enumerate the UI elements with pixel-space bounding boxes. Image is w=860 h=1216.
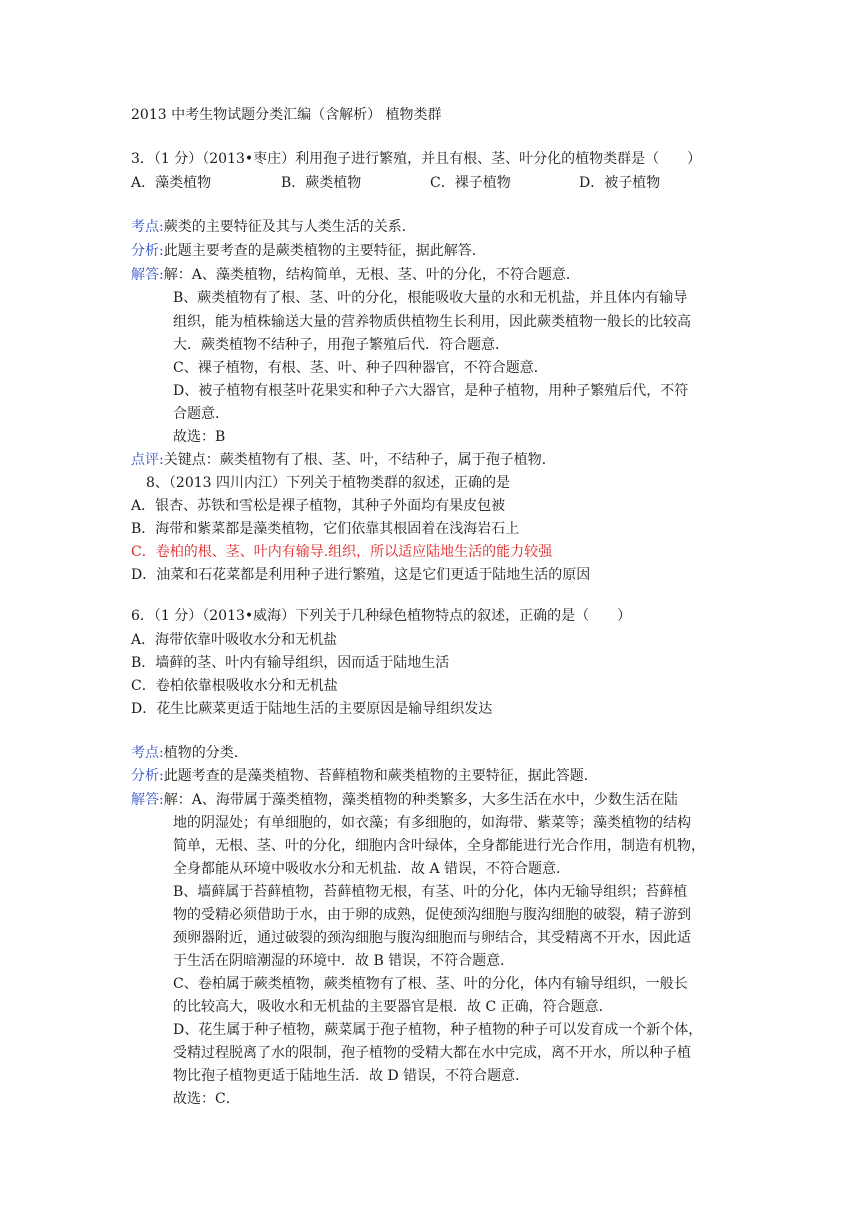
jieda-line: 地的阴湿处；有单细胞的，如衣藻；有多细胞的，如海带、紫菜等；藻类植物的结构 bbox=[173, 815, 691, 831]
q3-stem: 3．（1 分）（2013•枣庄）利用孢子进行繁殖，并且有根、茎、叶分化的植物类群是（ ） bbox=[131, 151, 702, 167]
q6-stem: 6．（1 分）（2013•威海）下列关于几种绿色植物特点的叙述，正确的是（ ） bbox=[131, 608, 632, 624]
kaodian-label: 考点: bbox=[131, 219, 164, 235]
jieda-line: 颈卵器附近，通过破裂的颈沟细胞与腹沟细胞而与卵结合，其受精离不开水，因此适 bbox=[173, 930, 691, 946]
kaodian-text: 植物的分类． bbox=[163, 745, 248, 761]
kaodian-label: 考点: bbox=[131, 745, 164, 761]
jieda-line: 解：A、海带属于藻类植物，藻类植物的种类繁多，大多生活在水中，少数生活在陆 bbox=[163, 792, 678, 808]
fenxi-text: 此题考查的是藻类植物、苔藓植物和蕨类植物的主要特征，据此答题． bbox=[163, 768, 598, 784]
document-title: 2013 中考生物试题分类汇编（含解析） 植物类群 bbox=[131, 107, 442, 123]
dianping-label: 点评: bbox=[131, 452, 164, 468]
jieda-line: 受精过程脱离了水的限制，孢子植物的受精大都在水中完成，离不开水，所以种子植 bbox=[173, 1045, 691, 1061]
q3-options bbox=[131, 174, 660, 192]
q6-kaodian bbox=[131, 744, 248, 762]
jieda-line: 于生活在阴暗潮湿的环境中．故 B 错误，不符合题意． bbox=[173, 953, 515, 969]
q3-fenxi bbox=[131, 242, 486, 260]
q8-option-d: D．油菜和石花菜都是利用种子进行繁殖，这是它们更适于陆地生活的原因 bbox=[131, 567, 591, 583]
fenxi-text: 此题主要考查的是蕨类植物的主要特征，据此解答． bbox=[163, 243, 486, 259]
q6-option-c: C．卷柏依靠根吸收水分和无机盐 bbox=[131, 678, 338, 694]
jieda-line: D、花生属于种子植物，蕨菜属于孢子植物，种子植物的种子可以发育成一个新个体， bbox=[173, 1022, 703, 1038]
q6-jieda bbox=[131, 791, 678, 809]
q8-option-a: A．银杏、苏铁和雪松是裸子植物，其种子外面均有果皮包被 bbox=[131, 498, 506, 514]
jieda-line: 大．蕨类植物不结种子，用孢子繁殖后代．符合题意． bbox=[173, 337, 509, 353]
q3-kaodian bbox=[131, 218, 416, 236]
q8-option-c-correct: C．卷柏的根、茎、叶内有输导.组织，所以适应陆地生活的能力较强 bbox=[131, 544, 553, 560]
q3-option-d: D．被子植物 bbox=[579, 175, 661, 191]
q6-option-b: B．墙藓的茎、叶内有输导组织，因而适于陆地生活 bbox=[131, 655, 450, 671]
jieda-label: 解答: bbox=[131, 792, 164, 808]
jieda-line: C、裸子植物，有根、茎、叶、种子四种器官，不符合题意． bbox=[173, 360, 548, 376]
q6-fenxi bbox=[131, 767, 598, 785]
kaodian-text: 蕨类的主要特征及其与人类生活的关系． bbox=[163, 219, 416, 235]
jieda-line: 解：A、藻类植物，结构简单，无根、茎、叶的分化，不符合题意． bbox=[163, 267, 580, 283]
q3-dianping bbox=[131, 451, 556, 469]
jieda-line: 物比孢子植物更适于陆地生活．故 D 错误，不符合题意． bbox=[173, 1068, 530, 1084]
q8-option-b: B．海带和紫菜都是藻类植物，它们依靠其根固着在浅海岩石上 bbox=[131, 521, 520, 537]
dianping-text: 关键点：蕨类植物有了根、茎、叶，不结种子，属于孢子植物． bbox=[163, 452, 556, 468]
jieda-line: 合题意． bbox=[173, 406, 229, 422]
jieda-line: B、蕨类植物有了根、茎、叶的分化，根能吸收大量的水和无机盐，并且体内有输导 bbox=[173, 290, 688, 306]
fenxi-label: 分析: bbox=[131, 243, 164, 259]
jieda-line: 简单，无根、茎、叶的分化，细胞内含叶绿体，全身都能进行光合作用，制造有机物， bbox=[173, 838, 705, 854]
answer-line: 故选：C． bbox=[173, 1091, 240, 1107]
q3-option-b: B．蕨类植物 bbox=[281, 175, 362, 191]
q3-jieda bbox=[131, 266, 580, 284]
jieda-line: 的比较高大，吸收水和无机盐的主要器官是根．故 C 正确，符合题意． bbox=[173, 999, 613, 1015]
q6-option-d: D．花生比蕨菜更适于陆地生活的主要原因是输导组织发达 bbox=[131, 701, 493, 717]
jieda-line: 全身都能从环境中吸收水分和无机盐．故 A 错误，不符合题意． bbox=[173, 861, 571, 877]
fenxi-label: 分析: bbox=[131, 768, 164, 784]
jieda-line: 物的受精必须借助于水，由于卵的成熟，促使颈沟细胞与腹沟细胞的破裂，精子游到 bbox=[173, 907, 691, 923]
jieda-line: 组织，能为植株输送大量的营养物质供植物生长利用，因此蕨类植物一般长的比较高 bbox=[173, 314, 691, 330]
q6-option-a: A．海带依靠叶吸收水分和无机盐 bbox=[131, 632, 338, 648]
q3-option-a: A．藻类植物 bbox=[131, 175, 212, 191]
answer-line: 故选：B bbox=[173, 429, 226, 445]
q3-option-c: C．裸子植物 bbox=[430, 175, 511, 191]
jieda-line: D、被子植物有根茎叶花果实和种子六大器官，是种子植物，用种子繁殖后代，不符 bbox=[173, 383, 689, 399]
q8-stem: 8、（2013 四川内江）下列关于植物类群的叙述，正确的是 bbox=[146, 475, 510, 491]
jieda-label: 解答: bbox=[131, 267, 164, 283]
jieda-line: C、卷柏属于蕨类植物，蕨类植物有了根、茎、叶的分化，体内有输导组织，一般长 bbox=[173, 976, 688, 992]
jieda-line: B、墙藓属于苔藓植物，苔藓植物无根，有茎、叶的分化，体内无输导组织；苔藓植 bbox=[173, 884, 688, 900]
